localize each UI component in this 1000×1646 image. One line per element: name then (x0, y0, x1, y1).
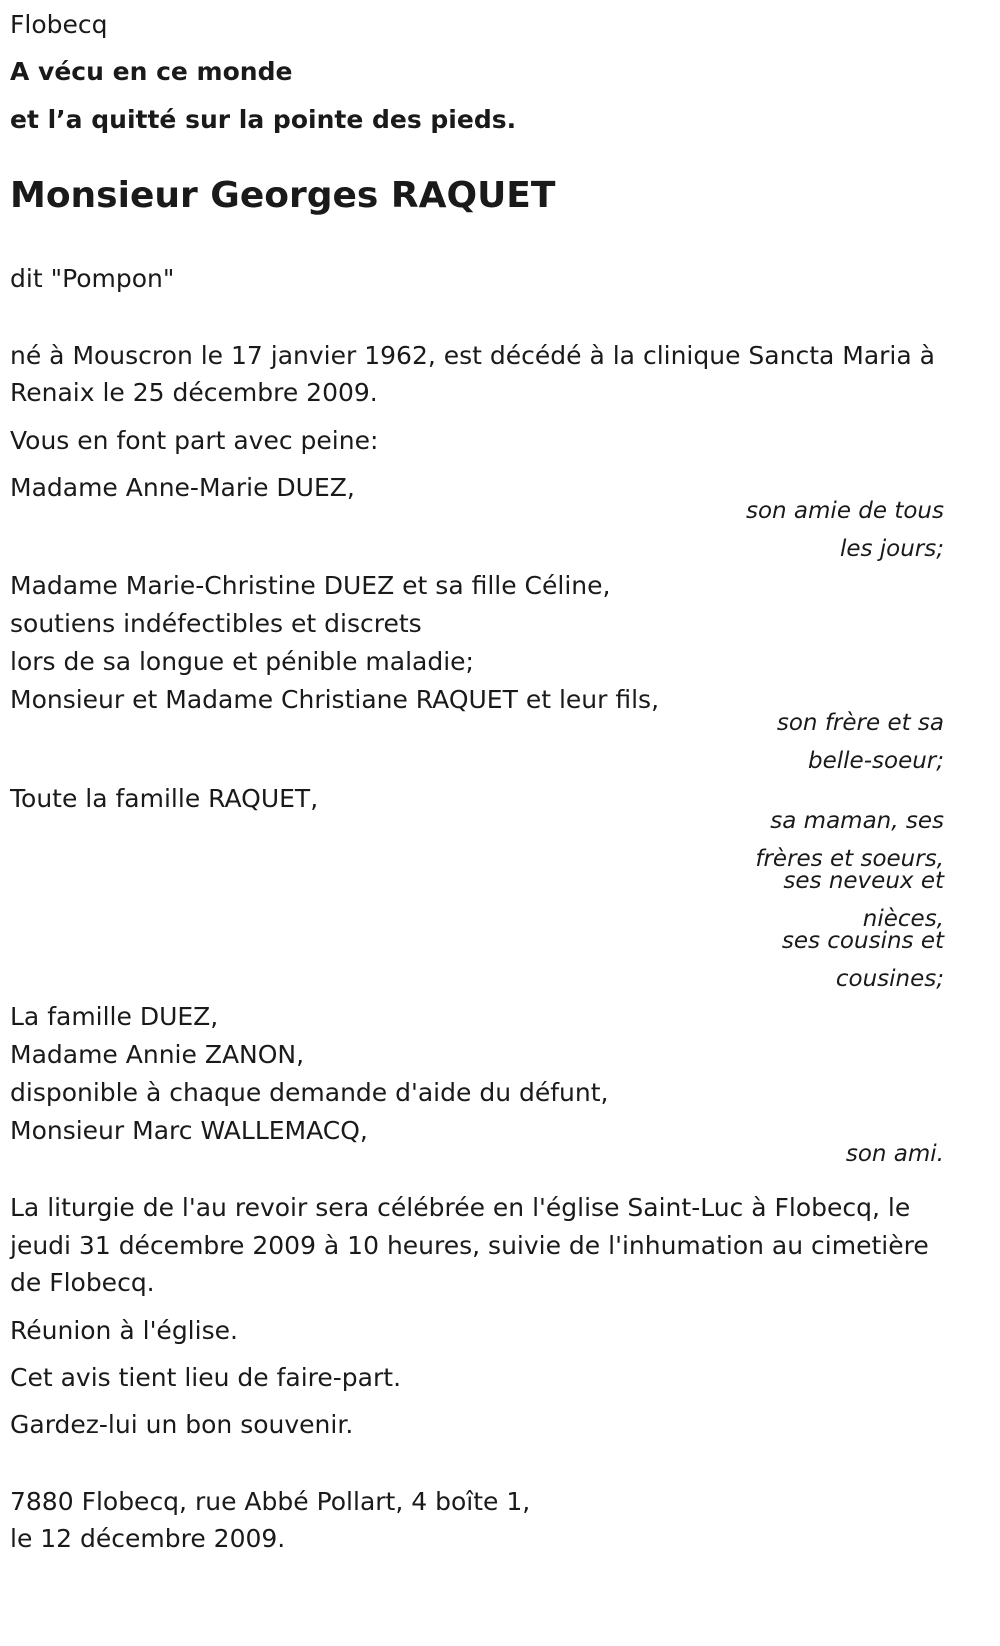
support-line-1: soutiens indéfectibles et discrets (10, 609, 422, 638)
annie-description: disponible à chaque demande d'aide du défunt, (10, 1078, 609, 1107)
role-raquet-line-3: ses neveux et (783, 868, 944, 894)
role-christiane-line-1: son frère et sa (776, 710, 944, 736)
deceased-name: Monsieur Georges RAQUET (10, 175, 556, 216)
liturgy-line-3: de Flobecq. (10, 1268, 155, 1297)
address-line-2: le 12 décembre 2009. (10, 1524, 286, 1553)
liturgy-line-1: La liturgie de l'au revoir sera célébrée en l'église Saint-Luc à Flobecq, le (10, 1193, 911, 1222)
family-member-christiane: Monsieur et Madame Christiane RAQUET et leur fils, (10, 685, 660, 714)
announcement: Vous en font part avec peine: (10, 426, 379, 455)
role-anne-marie-line-1: son amie de tous (745, 498, 944, 524)
family-member-marie-christine: Madame Marie-Christine DUEZ et sa fille Céline, (10, 571, 611, 600)
nickname: dit "Pompon" (10, 264, 175, 293)
location-heading: Flobecq (10, 10, 108, 39)
notice-info: Cet avis tient lieu de faire-part. (10, 1363, 402, 1392)
role-raquet-line-5: ses cousins et (781, 928, 944, 954)
liturgy-line-2: jeudi 31 décembre 2009 à 10 heures, suivie de l'inhumation au cimetière (10, 1231, 929, 1260)
family-member-annie: Madame Annie ZANON, (10, 1040, 305, 1069)
family-member-marc: Monsieur Marc WALLEMACQ, (10, 1116, 368, 1145)
remember-line: Gardez-lui un bon souvenir. (10, 1410, 354, 1439)
family-member-anne-marie: Madame Anne-Marie DUEZ, (10, 473, 355, 502)
role-anne-marie-line-2: les jours; (839, 536, 944, 562)
meeting-info: Réunion à l'église. (10, 1316, 238, 1345)
role-raquet-line-1: sa maman, ses (770, 808, 944, 834)
role-raquet-line-2: frères et soeurs, (755, 846, 944, 872)
intro-line-1: A vécu en ce monde (10, 57, 293, 86)
role-christiane-line-2: belle-soeur; (808, 748, 944, 774)
role-raquet-line-4: nièces, (862, 906, 944, 932)
address-line-1: 7880 Flobecq, rue Abbé Pollart, 4 boîte 1, (10, 1487, 531, 1516)
family-member-raquet: Toute la famille RAQUET, (10, 784, 319, 813)
intro-line-2: et l’a quitté sur la pointe des pieds. (10, 105, 517, 134)
birth-death-line-1: né à Mouscron le 17 janvier 1962, est décédé à la clinique Sancta Maria à (10, 341, 935, 370)
role-marc: son ami. (845, 1141, 944, 1167)
support-line-2: lors de sa longue et pénible maladie; (10, 647, 474, 676)
family-duez: La famille DUEZ, (10, 1002, 219, 1031)
birth-death-line-2: Renaix le 25 décembre 2009. (10, 378, 378, 407)
role-raquet-line-6: cousines; (835, 966, 944, 992)
